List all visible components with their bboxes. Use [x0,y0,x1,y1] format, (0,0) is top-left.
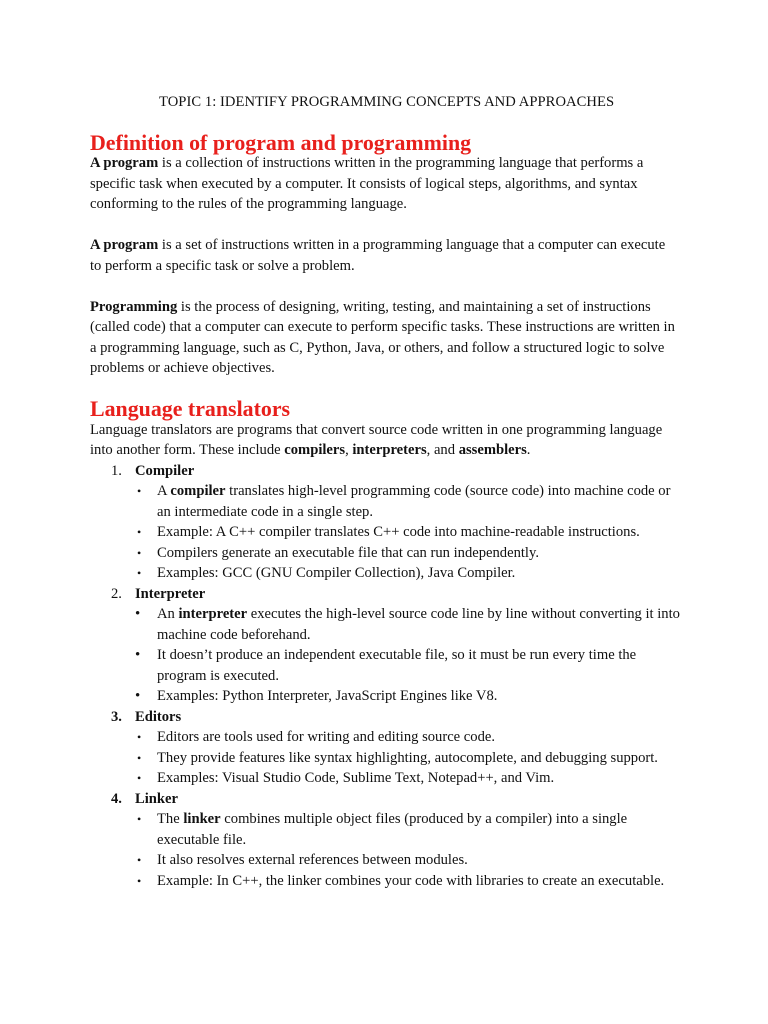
definition-text: is the process of designing, writing, testing, and maintaining a set of instructions (called code) that a computer can execute to perform specific tasks. These instructions are written in a programming language, such as C, Python, Java, or others, and follow a structured logic to solve problems or achieve objectives. [90,298,675,376]
list-item-interpreter [90,584,680,707]
term: A program [90,237,159,253]
section-heading-translators: Language translators [90,396,291,421]
translators-intro: Language translators are programs that convert source code written in one programming language into another form. These include compilers, interpreters, and assemblers. [90,421,663,458]
bullet-icon: • [137,771,142,785]
definition-text: is a set of instructions written in a programming language that a computer can execute to perform a specific task or solve a problem. [90,237,666,274]
list-item-compiler [90,461,680,584]
bullet-icon: • [137,730,142,744]
bullet-icon: • [137,566,142,580]
bullet-icon: • [137,545,142,560]
bullet-list [135,604,680,707]
list-item-editors [90,707,680,789]
bullet-icon: • [137,873,142,888]
bullet-icon: • [137,812,142,826]
bullet-item: • They provide features like syntax highlighting, autocomplete, and debugging support. [135,748,680,769]
section-heading-definitions: Definition of program and programming [90,129,472,155]
bullet-item: • Examples: Visual Studio Code, Sublime Text, Notepad++, and Vim. [135,768,680,789]
item-number: 4. [111,790,122,807]
item-number: 3. [111,708,122,725]
term: Programming [90,298,178,315]
bullet-item: • Examples: Python Interpreter, JavaScript Engines like V8. [135,686,680,707]
bullet-item: • Compilers generate an executable file that can run independently. [135,543,680,564]
bullet-item: • It also resolves external references between modules. [135,850,680,871]
definition-paragraph [90,153,680,215]
bullet-icon: • [137,750,142,765]
bullet-icon: • [135,606,141,622]
bullet-list [135,809,680,891]
bullet-list [135,481,680,584]
bullet-icon: • [137,853,142,867]
bullet-icon: • [135,647,141,663]
bullet-item: • Editors are tools used for writing and editing source code. [135,727,680,748]
definition-text: is a collection of instructions written in the programming language that performs a specific task when executed by a computer. It consists of logical steps, algorithms, and syntax conforming to the rules of the programming language. [90,155,644,212]
bullet-list [135,727,680,789]
term: A program [90,155,159,171]
bullet-icon: • [137,525,142,539]
list-item-linker [90,789,680,892]
translators-list [90,461,680,892]
item-title: Interpreter [135,585,206,602]
item-title: Editors [135,708,182,725]
bullet-item: • Example: In C++, the linker combines your code with libraries to create an executable. [135,871,680,892]
page-title: TOPIC 1: IDENTIFY PROGRAMMING CONCEPTS AND APPROACHES [159,94,615,110]
item-number: 2. [111,585,122,602]
bullet-item: • It doesn’t produce an independent executable file, so it must be run every time the program is executed. [135,647,637,684]
item-title: Compiler [135,462,195,479]
bullet-item: • Examples: GCC (GNU Compiler Collection), Java Compiler. [135,563,680,584]
bullet-item: • Example: A C++ compiler translates C++ code into machine-readable instructions. [135,522,680,543]
definition-paragraph [90,297,680,379]
bullet-item: • An interpreter executes the high-level source code line by line without converting it into machine code beforehand. [135,606,680,643]
item-number: 1. [111,462,122,479]
bullet-icon: • [137,484,142,498]
bullet-icon: • [135,688,141,704]
item-title: Linker [135,790,178,807]
bullet-item: • A compiler translates high-level programming code (source code) into machine code or an intermediate code in a single step. [137,483,671,520]
definition-paragraph [90,235,680,276]
bullet-item: • The linker combines multiple object files (produced by a compiler) into a single executable file. [137,811,628,848]
document-page [90,92,680,891]
